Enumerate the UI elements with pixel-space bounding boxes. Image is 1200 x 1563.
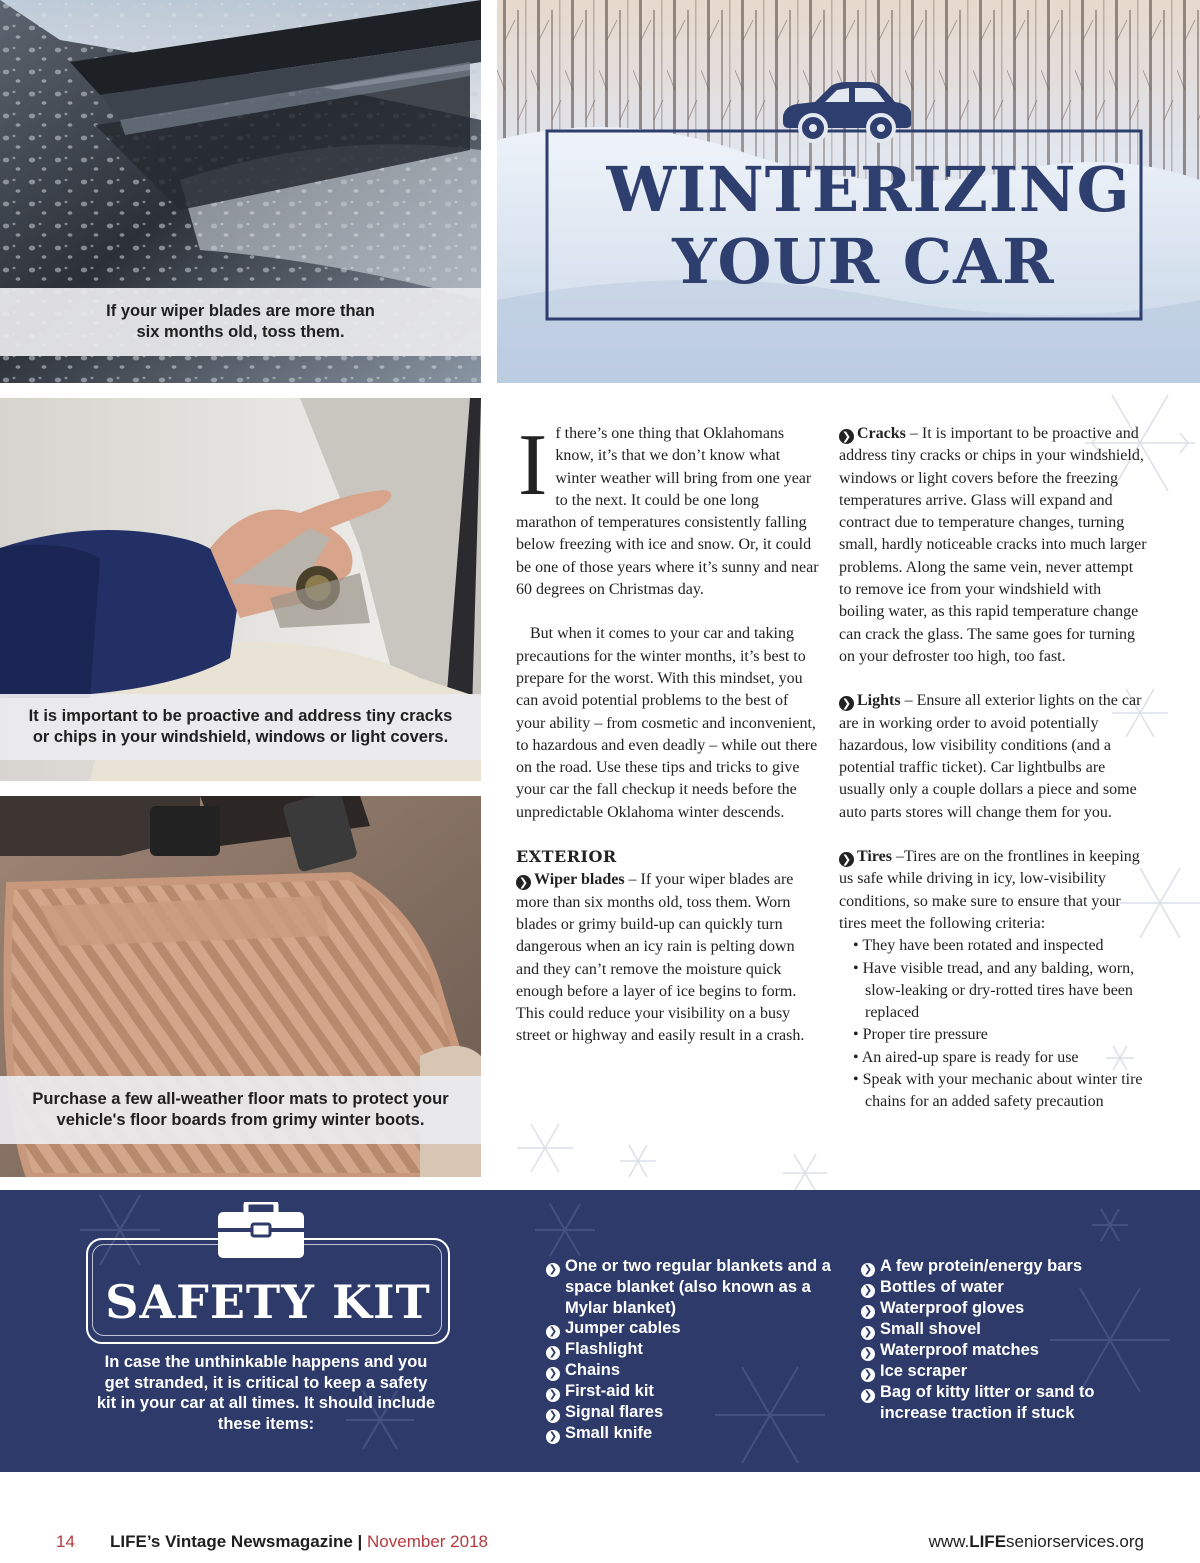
kit-item-text: Bag of kitty litter or sand to increase traction if stuck [880,1383,1095,1422]
kit-item-text: Ice scraper [880,1362,968,1380]
list-item: • They have been rotated and inspected [853,937,1104,955]
kit-item-text: A few protein/energy bars [880,1257,1083,1275]
cracks-caption [0,694,481,760]
chevron-right-icon: ❯ [861,1389,875,1403]
list-item [546,1339,838,1360]
list-item [546,1318,838,1339]
article-column-1 [516,417,820,1048]
chevron-right-icon: ❯ [861,1347,875,1361]
list-item: • An aired-up spare is ready for use [853,1048,1079,1066]
url-brand: LIFE [969,1532,1007,1551]
kit-item-text: First-aid kit [565,1382,654,1400]
exterior-heading: EXTERIOR [516,847,617,867]
mats-caption [0,1076,481,1144]
caption-line: It is important to be proactive and address tiny cracks [28,707,453,725]
drop-cap: I [518,417,548,514]
list-item [546,1402,838,1423]
car-icon [777,80,917,146]
caption-line: six months old, toss them. [136,323,345,341]
chevron-right-icon: ❯ [516,875,531,890]
list-item [861,1382,1121,1424]
chevron-right-icon: ❯ [546,1367,560,1381]
caption-line: or chips in your windshield, windows or light covers. [32,728,449,746]
bullet-text: Proper tire pressure [862,1026,988,1044]
chevron-right-icon: ❯ [546,1409,560,1423]
list-item [861,1361,1121,1382]
lights-label: Lights [857,692,901,710]
chevron-right-icon: ❯ [546,1430,560,1444]
url-prefix: www. [928,1532,970,1551]
list-item: • Proper tire pressure [853,1026,988,1044]
publication-name: LIFE’s Vintage Newsmagazine [110,1532,353,1551]
list-item [861,1298,1121,1319]
kit-item-text: Flashlight [565,1340,643,1358]
tires-paragraph [839,846,1147,935]
chevron-right-icon: ❯ [861,1305,875,1319]
caption-line: If your wiper blades are more than [106,302,375,320]
kit-item-text: Chains [565,1361,621,1379]
kit-item-text: Small shovel [880,1320,981,1338]
wiper-paragraph [516,869,820,1047]
chevron-right-icon: ❯ [839,696,854,711]
kit-item-text: One or two regular blankets and a space blanket (also known as a Mylar blanket) [565,1257,831,1317]
list-item: • Have visible tread, and any balding, worn, slow-leaking or dry-rotted tires have been replaced [853,959,1135,1022]
chevron-right-icon: ❯ [861,1368,875,1382]
list-item [861,1340,1121,1361]
bullet-text: They have been rotated and inspected [862,937,1104,955]
kit-item-text: Waterproof matches [880,1341,1039,1359]
chevron-right-icon: ❯ [546,1346,560,1360]
list-item [861,1256,1121,1277]
kit-item-text: Signal flares [565,1403,664,1421]
list-item [546,1360,838,1381]
separator: | [352,1532,368,1551]
wiper-text: – If your wiper blades are more than six months old, toss them. Worn blades or grimy build-up can quickly turn dangerous when an icy rain is pelting down and they can’t remove the moisture quick enough before a layer of ice begins to form. This could reduce your visibility on a busy street or highway and easily result in a crash. [516,871,805,1045]
cracks-label: Cracks [857,425,906,442]
list-item [861,1277,1121,1298]
publication-line [110,1532,488,1552]
para2-text: But when it comes to your car and taking precautions for the winter months, it’s best to prepare for the worst. With this mindset, you can avoid potential problems to the best of your ability – from cosmetic and inconvenient, to hazardous and even deadly – while out there on the road. Use these tips and tricks to give your car the fall checkup it needs before the unpredictable Oklahoma winter descends. [516,625,818,821]
wiper-photo [0,0,481,383]
hero-banner [497,0,1200,383]
kit-item-text: Waterproof gloves [880,1299,1025,1317]
list-item [546,1381,838,1402]
safety-kit-title: SAFETY KIT [105,1275,431,1329]
bullet-text: Have visible tread, and any balding, worn, slow-leaking or dry-rotted tires have been replaced [862,959,1135,1022]
hero-title-line2: YOUR CAR [672,225,1055,298]
chevron-right-icon: ❯ [861,1263,875,1277]
chevron-right-icon: ❯ [861,1284,875,1298]
hero-title-line1: WINTERIZING [606,153,1131,226]
list-item [546,1423,838,1444]
kit-items-column-2 [861,1256,1121,1424]
caption-line: Purchase a few all-weather floor mats to protect your [32,1090,449,1108]
cracks-text: – It is important to be proactive and address tiny cracks or chips in your windshield, windows or light covers before the freezing temperatures arrive. Glass will expand and contract due to temperature changes, turning small, hardly noticeable cracks into much larger problems. Along the same vein, never attempt to remove ice from your windshield with boiling water, as this rapid temperature change can crack the glass. The same goes for turning on your defroster too high, too fast. [839,425,1147,665]
wiper-label: Wiper blades [534,871,625,889]
chevron-right-icon: ❯ [546,1263,560,1277]
section-heading-exterior [516,846,820,869]
kit-item-text: Small knife [565,1424,653,1442]
lights-text: – Ensure all exterior lights on the car are in working order to avoid potentially hazardous, low visibility conditions (and a potential traffic ticket). Car lightbulbs are usually only a couple dollars a piece and some auto parts stores will change them for you. [839,692,1142,821]
chevron-right-icon: ❯ [546,1325,560,1339]
website-link[interactable] [929,1532,1144,1552]
caption-line: vehicle's floor boards from grimy winter boots. [56,1111,425,1129]
safety-kit-intro: In case the unthinkable happens and you get stranded, it is critical to keep a safety kit in your car at all times. It should include these items: [96,1353,436,1433]
list-item: • Speak with your mechanic about winter tire chains for an added safety precaution [853,1071,1143,1111]
tires-text: –Tires are on the frontlines in keeping us safe while driving in icy, low-visibility conditions, so make sure to ensure that your tires meet the following criteria: [839,848,1140,932]
floor-mat-photo [0,796,481,1177]
tire-bullet-list [839,935,1147,1113]
safety-kit-band [0,1190,1200,1472]
page-number: 14 [56,1532,75,1551]
tires-label: Tires [857,848,892,866]
wiper-caption [0,288,481,356]
bullet-text: An aired-up spare is ready for use [861,1048,1079,1066]
issue-date: November 2018 [367,1532,488,1551]
intro-paragraph [516,417,820,601]
kit-items-column-1 [546,1256,838,1444]
url-suffix: seniorservices.org [1006,1532,1144,1551]
lights-paragraph [839,690,1147,824]
list-item [546,1256,838,1318]
windshield-photo [0,398,481,781]
article-column-2 [839,423,1147,1114]
intro-text: f there’s one thing that Oklahomans know, it’s that we don’t know what winter weather will bring from one year to the next. It could be one long marathon of temperatures consistently falling below freezing with ice and snow. Or, it could be one of those years where it’s sunny and near 60 degrees on Christmas day. [516,425,819,599]
paragraph-2 [516,623,820,824]
chevron-right-icon: ❯ [839,429,854,444]
kit-item-text: Jumper cables [565,1319,681,1337]
cracks-paragraph [839,423,1147,668]
bullet-text: Speak with your mechanic about winter tire chains for an added safety precaution [862,1071,1143,1111]
chevron-right-icon: ❯ [546,1388,560,1402]
list-item [861,1319,1121,1340]
kit-item-text: Bottles of water [880,1278,1004,1296]
chevron-right-icon: ❯ [861,1326,875,1340]
chevron-right-icon: ❯ [839,852,854,867]
